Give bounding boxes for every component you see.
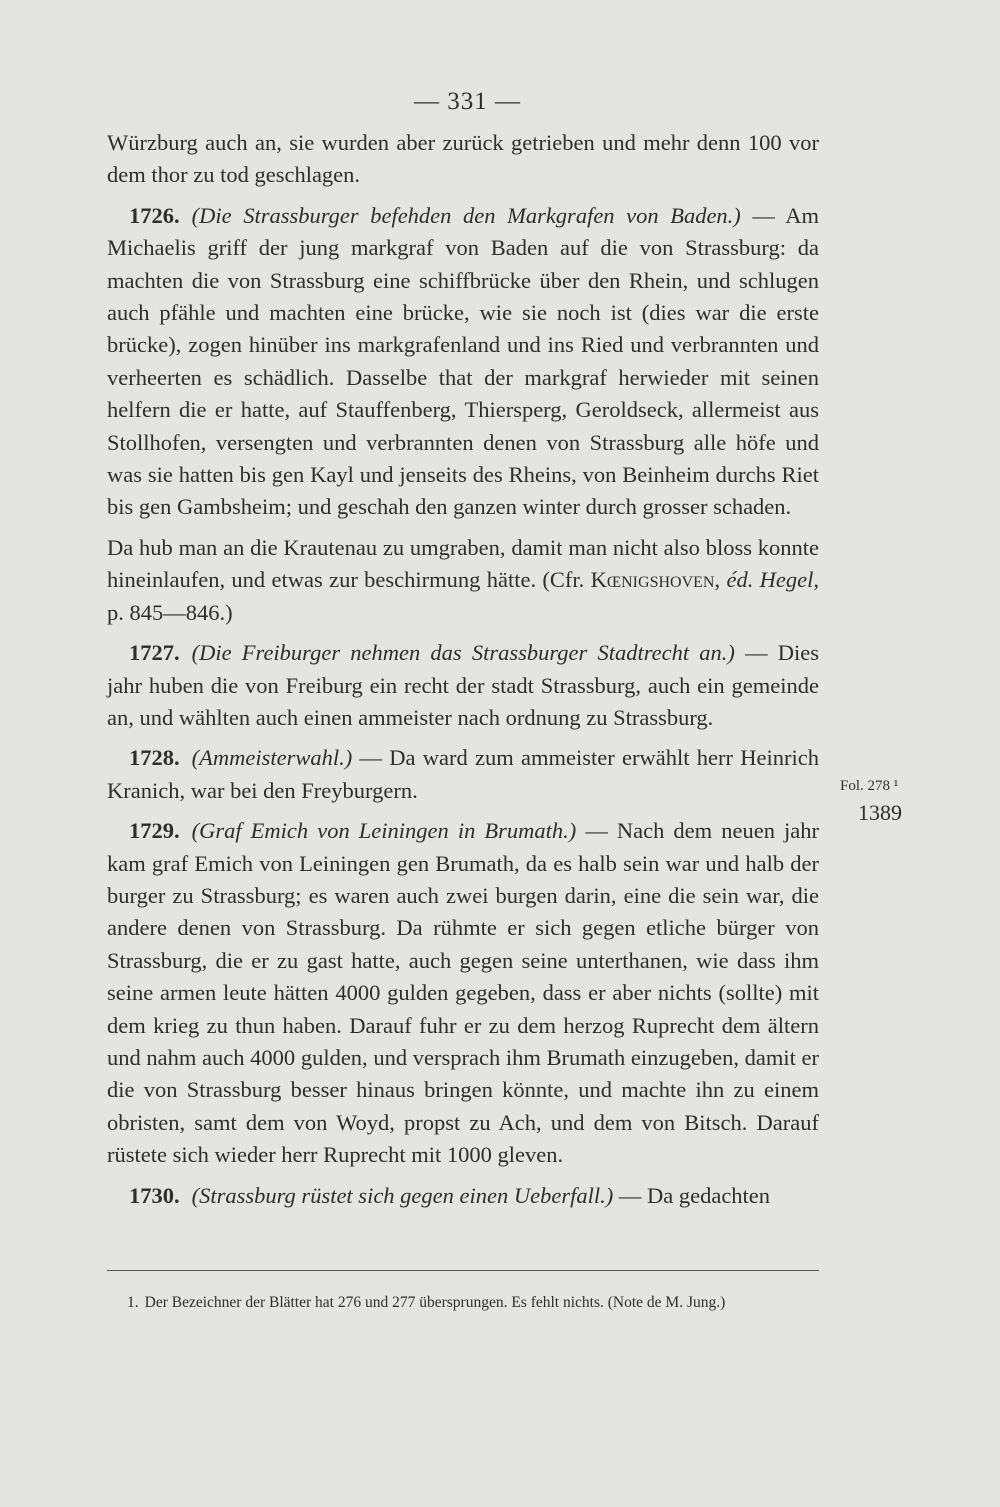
entry-1726 (107, 200, 819, 524)
entry-title: (Strassburg rüstet sich gegen einen Ueberfall.) (191, 1182, 614, 1208)
citation-author: Kœnigshoven (590, 567, 715, 593)
entry-number: 1726. (129, 202, 180, 228)
paragraph-text: Da hub man an die Krautenau zu umgraben, damit man nicht also bloss konnte hineinlaufen, und etwas zur beschirmung hätte. (Cfr. (107, 534, 819, 593)
entry-body: — Da gedachten (613, 1182, 771, 1208)
entry-title: (Graf Emich von Leiningen in Brumath.) (191, 818, 577, 844)
entry-body: — Dies jahr huben die von Freiburg ein recht der stadt Strassburg, auch ein gemeinde an, und wählten auch einen ammeister nach ordnung zu Strassburg. (107, 640, 819, 730)
entry-number: 1729. (129, 818, 180, 844)
entry-body: — Nach dem neuen jahr kam graf Emich von Leiningen gen Brumath, da es halb sein war und halb der burger zu Strassburg; es waren auch zwei burgen darin, eine die sein war, die andere denen von Strassburg. Da rühmte er sich gegen etliche bürger von Strassburg, die er zu gast hatte, auch gegen seine unterthanen, wie dass ihm seine armen leute hätten 4000 gulden gegeben, dass er aber nichts (sollte) mit dem krieg zu thun haben. Darauf fuhr er zu dem herzog Ruprecht dem ältern und nahm auch 4000 gulden, und versprach ihm Brumath einzugeben, damit er die von Strassburg besser hinaus bringen könnte, und machte ihn zu einem obristen, samt dem von Woyd, propst zu Ach, und dem von Bitsch. Darauf rüstete sich wieder herr Ruprecht mit 1000 gleven. (107, 818, 819, 1168)
entry-1730 (107, 1180, 819, 1212)
footnote-text: Der Bezeichner der Blätter hat 276 und 277 übersprungen. Es fehlt nichts. (Note de M. Jung.) (144, 1294, 726, 1311)
entry-title: (Ammeisterwahl.) (191, 745, 353, 771)
entry-body: — Am Michaelis griff der jung markgraf von Baden auf die von Strassburg: da machten die von Strassburg eine schiffbrücke über den Rhein, und schlugen auch pfähle und machten eine brücke, wie sie noch ist (dies war die erste brücke), zogen hinüber ins markgrafenland und ins Ried und verbrannten und verheerten es schädlich. Dasselbe that der markgraf herwieder mit seinen helfern die er hatte, auf Stauffenberg, Thiersperg, Geroldseck, allermeist aus Stollhofen, versengten und verbrannten denen von Strassburg alle höfe und was sie hatten bis gen Kayl und jenseits des Rheins, von Beinheim durchs Riet bis gen Gambsheim; und geschah den ganzen winter durch grosser schaden. (107, 202, 819, 520)
entry-title: (Die Strassburger befehden den Markgrafen von Baden.) (191, 202, 741, 228)
page-number: — 331 — (414, 88, 521, 115)
entry-1728 (107, 742, 819, 807)
paragraph-continuation: Würzburg auch an, sie wurden aber zurück getrieben und mehr denn 100 vor dem thor zu tod geschlagen. (107, 130, 819, 188)
entry-title: (Die Freiburger nehmen das Strassburger Stadtrecht an.) (191, 640, 735, 666)
paragraph-krautenau (107, 532, 819, 629)
margin-folio-note: Fol. 278 ¹ (840, 778, 899, 794)
entry-number: 1728. (129, 745, 180, 771)
citation-pages: , p. 845—846.) (107, 567, 820, 625)
citation-separator: , (714, 567, 727, 593)
entry-number: 1727. (129, 640, 180, 666)
margin-year-note: 1389 (858, 800, 902, 825)
citation-edition: éd. Hegel (726, 567, 814, 593)
entry-body: — Da ward zum ammeister erwählt herr Heinrich Kranich, war bei den Freyburgern. (107, 745, 819, 803)
entry-number: 1730. (129, 1182, 180, 1208)
footnote-divider (107, 1270, 819, 1271)
footnote-mark: 1. (127, 1294, 139, 1311)
entry-1727 (107, 637, 819, 734)
main-text (107, 127, 819, 1220)
entry-1729 (107, 815, 819, 1171)
footnote (107, 1290, 819, 1316)
